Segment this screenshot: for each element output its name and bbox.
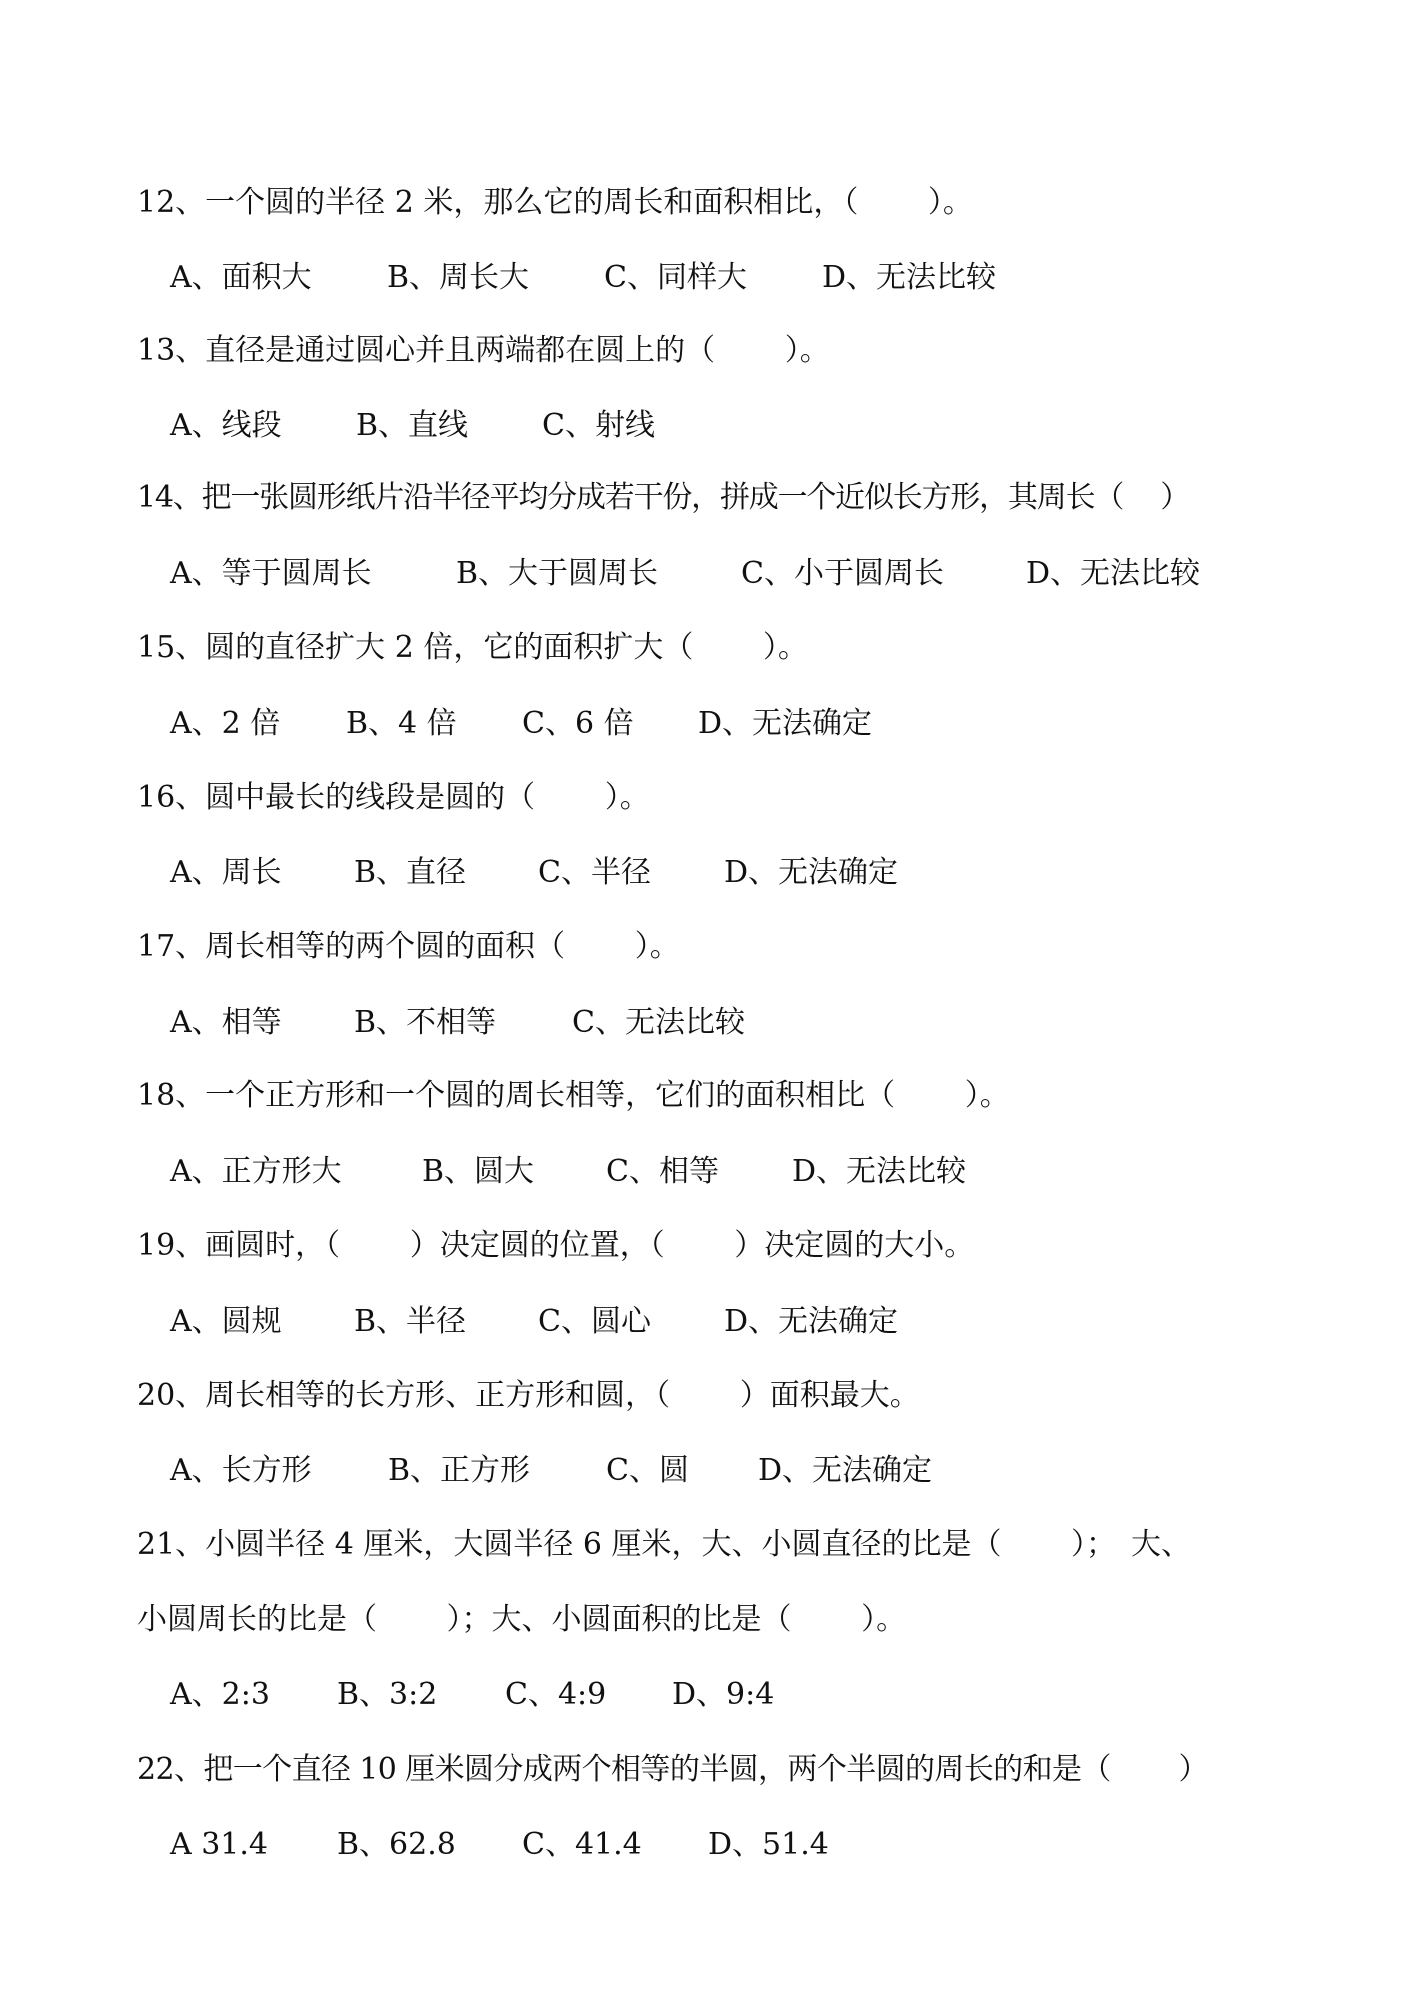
question-21-text-line-1: 21、小圆半径 4 厘米，大圆半径 6 厘米，大、小圆直径的比是（ ）； 大、 (137, 1527, 1192, 1562)
question-13-text: 13、直径是通过圆心并且两端都在圆上的（ ）。 (137, 333, 830, 368)
option-b: B、正方形 (388, 1453, 531, 1488)
option-c: C、无法比较 (572, 1005, 745, 1040)
question-20-text: 20、周长相等的长方形、正方形和圆，（ ）面积最大。 (137, 1378, 920, 1413)
option-a: A、长方形 (170, 1453, 312, 1488)
option-c: C、相等 (606, 1154, 719, 1189)
option-d: D、无法比较 (822, 260, 997, 295)
option-b: B、直径 (354, 855, 467, 890)
option-a: A、圆规 (170, 1304, 282, 1339)
option-d: D、无法比较 (792, 1154, 967, 1189)
option-c: C、圆心 (538, 1304, 651, 1339)
option-b: B、4 倍 (346, 706, 457, 741)
option-d: D、无法确定 (724, 1304, 899, 1339)
option-a: A、2:3 (170, 1677, 270, 1712)
question-16-text: 16、圆中最长的线段是圆的（ ）。 (137, 780, 650, 815)
option-c: C、小于圆周长 (741, 556, 944, 591)
option-c: C、41.4 (522, 1827, 642, 1862)
option-a: A、正方形大 (170, 1154, 342, 1189)
option-c: C、半径 (538, 855, 651, 890)
option-a: A、线段 (170, 408, 282, 443)
option-c: C、4:9 (505, 1677, 607, 1712)
option-b: B、圆大 (422, 1154, 535, 1189)
option-b: B、直线 (356, 408, 469, 443)
option-b: B、半径 (354, 1304, 467, 1339)
option-b: B、3:2 (337, 1677, 438, 1712)
option-c: C、射线 (542, 408, 655, 443)
option-d: D、无法确定 (724, 855, 899, 890)
option-d: D、无法比较 (1026, 556, 1201, 591)
option-a: A、相等 (170, 1005, 282, 1040)
option-b: B、周长大 (387, 260, 530, 295)
option-a: A、周长 (170, 855, 282, 890)
option-a: A、等于圆周长 (170, 556, 372, 591)
option-c: C、圆 (606, 1453, 689, 1488)
option-b: B、大于圆周长 (456, 556, 659, 591)
question-15-text: 15、圆的直径扩大 2 倍，它的面积扩大（ ）。 (137, 630, 808, 665)
question-17-text: 17、周长相等的两个圆的面积（ ）。 (137, 929, 680, 964)
option-a: A 31.4 (170, 1827, 268, 1862)
option-c: C、同样大 (604, 260, 747, 295)
option-c: C、6 倍 (522, 706, 634, 741)
option-a: A、面积大 (170, 260, 312, 295)
question-22-text: 22、把一个直径 10 厘米圆分成两个相等的半圆，两个半圆的周长的和是（ ） (137, 1752, 1208, 1787)
question-19-text: 19、画圆时，（ ）决定圆的位置，（ ）决定圆的大小。 (137, 1228, 975, 1263)
option-d: D、无法确定 (698, 706, 873, 741)
question-12-text: 12、一个圆的半径 2 米，那么它的周长和面积相比，（ ）。 (137, 185, 973, 220)
option-b: B、62.8 (337, 1827, 456, 1862)
option-d: D、9:4 (672, 1677, 775, 1712)
option-d: D、无法确定 (758, 1453, 933, 1488)
option-b: B、不相等 (354, 1005, 497, 1040)
question-18-text: 18、一个正方形和一个圆的周长相等，它们的面积相比（ ）。 (137, 1078, 1010, 1113)
question-21-text-line-2: 小圆周长的比是（ ）；大、小圆面积的比是（ ）。 (137, 1602, 907, 1637)
option-d: D、51.4 (708, 1827, 829, 1862)
option-a: A、2 倍 (170, 706, 281, 741)
question-14-text: 14、把一张圆形纸片沿半径平均分成若干份，拼成一个近似长方形，其周长（ ） (137, 480, 1190, 515)
